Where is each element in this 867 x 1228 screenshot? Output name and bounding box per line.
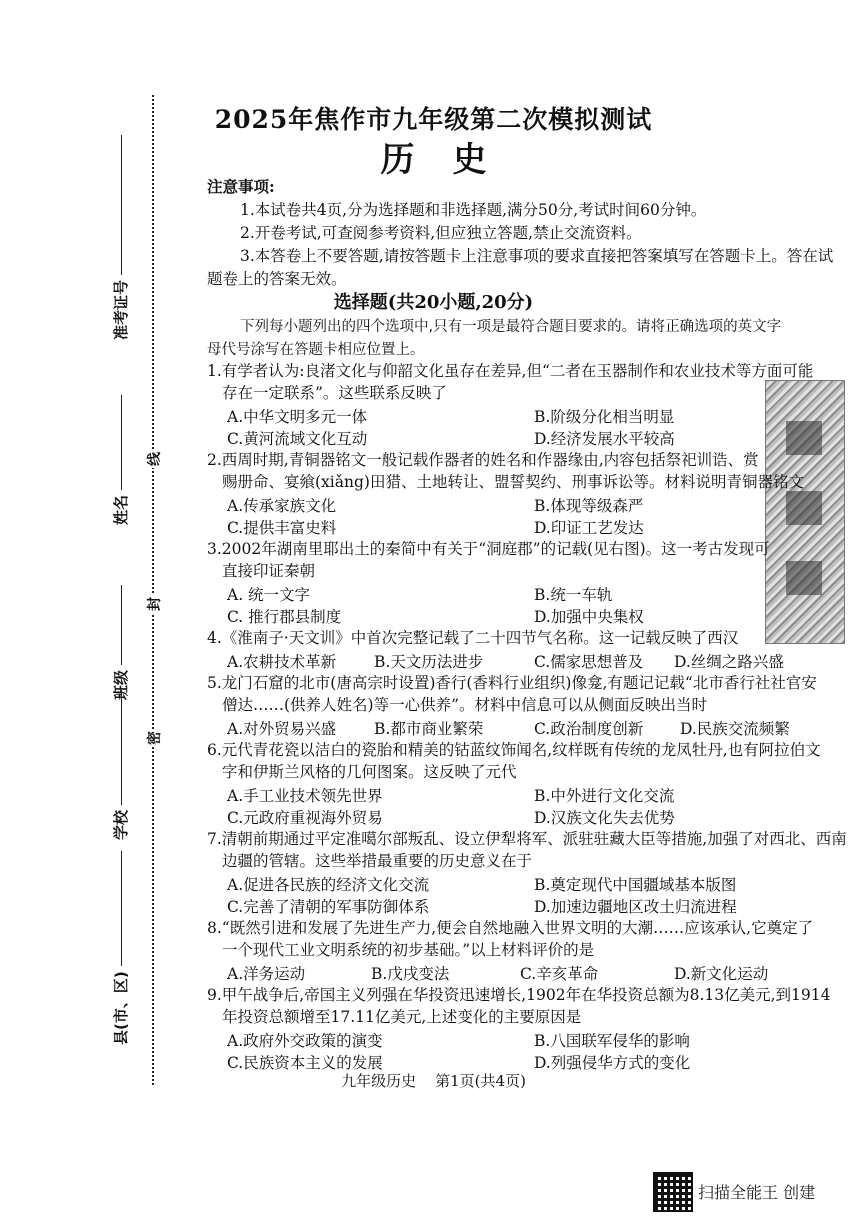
exam-id-text: 准考证号 bbox=[112, 279, 130, 340]
q7-stem-1: 7.清朝前期通过平定准噶尔部叛乱、设立伊犁将军、派驻驻藏大臣等措施,加强了对西北、西南 bbox=[207, 830, 847, 848]
student-name-blank[interactable] bbox=[121, 395, 122, 490]
q6-option-c[interactable]: C.元政府重视海外贸易 bbox=[227, 809, 383, 827]
seal-seal-mark: 封 bbox=[144, 595, 164, 613]
q5-option-d[interactable]: D.民族交流频繁 bbox=[680, 720, 790, 738]
q2-stem-2: 赐册命、宴飨(xiǎng)田猎、土地转让、盟誓契约、刑事诉讼等。材料说明青铜器铭文 bbox=[222, 473, 804, 491]
q3-option-d[interactable]: D.加强中央集权 bbox=[534, 608, 644, 626]
q6-stem-2: 字和伊斯兰风格的几何图案。这反映了元代 bbox=[222, 763, 517, 781]
q5-option-b[interactable]: B.都市商业繁荣 bbox=[374, 720, 484, 738]
school-text: 学校 bbox=[112, 809, 130, 840]
q7-option-c[interactable]: C.完善了清朝的军事防御体系 bbox=[227, 898, 430, 916]
q9-option-a[interactable]: A.政府外交政策的演变 bbox=[227, 1032, 383, 1050]
notice-item-1: 1.本试卷共4页,分为选择题和非选择题,满分50分,考试时间60分钟。 bbox=[240, 201, 707, 219]
q7-option-b[interactable]: B.奠定现代中国疆域基本版图 bbox=[534, 876, 737, 894]
q7-option-d[interactable]: D.加速边疆地区改土归流进程 bbox=[534, 898, 737, 916]
q5-stem-2: 僧达……(供养人姓名)等一心供养”。材料中信息可以从侧面反映出当时 bbox=[222, 696, 708, 714]
q4-stem-1: 4.《淮南子·天文训》中首次完整记载了二十四节气名称。这一记载反映了西汉 bbox=[207, 629, 739, 647]
q4-option-c[interactable]: C.儒家思想普及 bbox=[534, 653, 644, 671]
q3-option-c[interactable]: C. 推行郡县制度 bbox=[227, 608, 342, 626]
q9-stem-1: 9.甲午战争后,帝国主义列强在华投资迅速增长,1902年在华投资总额为8.13亿美元,到1914 bbox=[207, 986, 831, 1004]
county-text: 县(市、区) bbox=[112, 971, 130, 1045]
q4-option-a[interactable]: A.农耕技术革新 bbox=[227, 653, 337, 671]
q3-stem-2: 直接印证秦朝 bbox=[222, 562, 316, 580]
q9-option-b[interactable]: B.八国联军侵华的影响 bbox=[534, 1032, 690, 1050]
q1-option-c[interactable]: C.黄河流域文化互动 bbox=[227, 430, 368, 448]
q2-option-a[interactable]: A.传承家族文化 bbox=[227, 497, 337, 515]
q4-option-d[interactable]: D.丝绸之路兴盛 bbox=[674, 653, 784, 671]
q1-stem-2: 存在一定联系”。这些联系反映了 bbox=[222, 384, 447, 402]
q5-option-c[interactable]: C.政治制度创新 bbox=[534, 720, 644, 738]
notice-heading: 注意事项: bbox=[207, 177, 275, 196]
notice-item-3-cont: 题卷上的答案无效。 bbox=[207, 270, 347, 288]
q1-stem-1: 1.有学者认为:良渚文化与仰韶文化虽存在差异,但“二者在玉器制作和农业技术等方面可能 bbox=[207, 362, 814, 380]
q5-stem-1: 5.龙门石窟的北市(唐高宗时设置)香行(香料行业组织)像龛,有题记记载“北市香行社社官安 bbox=[207, 674, 817, 692]
q8-option-b[interactable]: B.戊戌变法 bbox=[371, 965, 450, 983]
exam-title: 2025年焦作市九年级第二次模拟测试 bbox=[214, 105, 653, 134]
seal-line-mark: 线 bbox=[144, 450, 164, 468]
class-text: 班级 bbox=[112, 669, 130, 700]
q1-option-d[interactable]: D.经济发展水平较高 bbox=[534, 430, 675, 448]
qr-code-icon bbox=[653, 1172, 693, 1212]
school-label bbox=[110, 690, 131, 840]
class-blank[interactable] bbox=[121, 585, 122, 665]
binding-dotted-line bbox=[152, 95, 154, 1085]
student-name-text: 姓名 bbox=[112, 494, 130, 525]
school-blank[interactable] bbox=[121, 690, 122, 805]
q9-option-c[interactable]: C.民族资本主义的发展 bbox=[227, 1054, 383, 1072]
q9-option-d[interactable]: D.列强侵华方式的变化 bbox=[534, 1054, 691, 1072]
q6-stem-1: 6.元代青花瓷以洁白的瓷胎和精美的钴蓝纹饰闻名,纹样既有传统的龙凤牡丹,也有阿拉伯文 bbox=[207, 741, 821, 759]
q8-option-d[interactable]: D.新文化运动 bbox=[674, 965, 769, 983]
scanner-watermark: 扫描全能王 创建 bbox=[698, 1183, 816, 1202]
q2-option-c[interactable]: C.提供丰富史料 bbox=[227, 519, 337, 537]
q4-option-b[interactable]: B.天文历法进步 bbox=[374, 653, 484, 671]
q6-option-d[interactable]: D.汉族文化失去优势 bbox=[534, 809, 675, 827]
q1-option-b[interactable]: B.阶级分化相当明显 bbox=[534, 408, 675, 426]
q6-option-a[interactable]: A.手工业技术领先世界 bbox=[227, 787, 383, 805]
q8-option-c[interactable]: C.辛亥革命 bbox=[520, 965, 599, 983]
q3-option-a[interactable]: A. 统一文字 bbox=[227, 586, 311, 604]
q8-option-a[interactable]: A.洋务运动 bbox=[227, 965, 306, 983]
q9-stem-2: 年投资总额增至17.11亿美元,上述变化的主要原因是 bbox=[222, 1008, 582, 1026]
student-name-label bbox=[110, 395, 131, 525]
county-label bbox=[110, 851, 131, 1045]
q3-option-b[interactable]: B.统一车轨 bbox=[534, 586, 613, 604]
q5-option-a[interactable]: A.对外贸易兴盛 bbox=[227, 720, 337, 738]
section-instruction-1: 下列每小题列出的四个选项中,只有一项是最符合题目要求的。请将正确选项的英文字 bbox=[240, 319, 782, 335]
q6-option-b[interactable]: B.中外进行文化交流 bbox=[534, 787, 675, 805]
q7-stem-2: 边疆的管辖。这些举措最重要的历史意义在于 bbox=[222, 852, 533, 870]
q8-stem-1: 8.“既然引进和发展了先进生产力,便会自然地融入世界文明的大潮……应该承认,它奠定了 bbox=[207, 919, 814, 937]
q2-option-b[interactable]: B.体现等级森严 bbox=[534, 497, 644, 515]
seal-mi-mark: 密 bbox=[144, 729, 164, 747]
q2-stem-1: 2.西周时期,青铜器铭文一般记载作器者的姓名和作器缘由,内容包括祭祀训诰、赏 bbox=[207, 451, 759, 469]
page-footer: 九年级历史 第1页(共4页) bbox=[341, 1072, 526, 1090]
section-instruction-2: 母代号涂写在答题卡相应位置上。 bbox=[207, 342, 425, 358]
qin-bamboo-slip-image bbox=[765, 380, 845, 644]
q8-stem-2: 一个现代工业文明系统的初步基础。”以上材料评价的是 bbox=[222, 941, 595, 959]
county-blank[interactable] bbox=[121, 851, 122, 966]
q3-stem-1: 3.2002年湖南里耶出土的秦简中有关于“洞庭郡”的记载(见右图)。这一考古发现可 bbox=[207, 540, 770, 558]
notice-item-2: 2.开卷考试,可查阅参考资料,但应独立答题,禁止交流资料。 bbox=[240, 224, 642, 242]
q7-option-a[interactable]: A.促进各民族的经济文化交流 bbox=[227, 876, 430, 894]
section-title: 选择题(共20小题,20分) bbox=[333, 292, 534, 313]
notice-item-3: 3.本答卷上不要答题,请按答题卡上注意事项的要求直接把答案填写在答题卡上。答在试 bbox=[240, 247, 834, 265]
q2-option-d[interactable]: D.印证工艺发达 bbox=[534, 519, 644, 537]
subject-title: 历史 bbox=[380, 140, 525, 180]
q1-option-a[interactable]: A.中华文明多元一体 bbox=[227, 408, 368, 426]
class-label bbox=[110, 585, 131, 700]
